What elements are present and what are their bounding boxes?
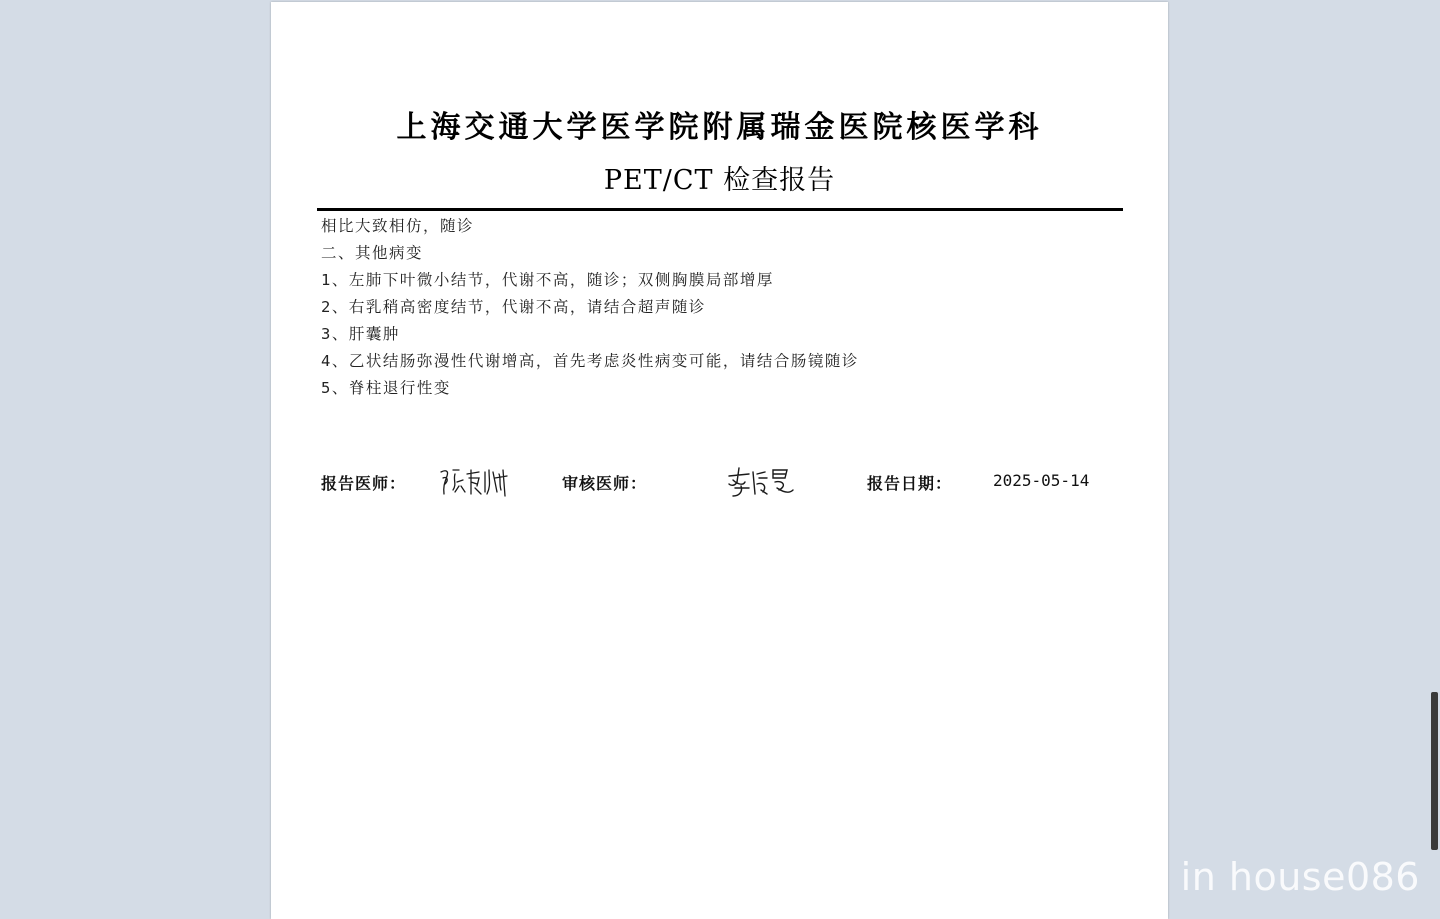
signature-row bbox=[271, 464, 1168, 504]
institution-title: 上海交通大学医学院附属瑞金医院核医学科 bbox=[396, 110, 1043, 145]
reporting-doctor-signature bbox=[437, 464, 517, 500]
header-divider bbox=[317, 208, 1123, 211]
finding-line: 3、肝囊肿 bbox=[321, 325, 400, 343]
report-date-value: 2025-05-14 bbox=[993, 471, 1090, 490]
reporting-doctor-label: 报告医师： bbox=[321, 474, 407, 493]
finding-line: 2、右乳稍高密度结节，代谢不高，请结合超声随诊 bbox=[321, 298, 706, 316]
finding-line: 二、其他病变 bbox=[321, 244, 424, 262]
findings-list bbox=[321, 213, 1101, 402]
reviewing-doctor-signature bbox=[723, 464, 803, 500]
report-date-label: 报告日期： bbox=[867, 474, 953, 493]
watermark-text: 小红书 in house086 bbox=[1052, 855, 1420, 899]
finding-line: 1、左肺下叶微小结节，代谢不高，随诊；双侧胸膜局部增厚 bbox=[321, 271, 774, 289]
finding-line: 5、脊柱退行性变 bbox=[321, 379, 451, 397]
finding-line: 相比大致相仿，随诊 bbox=[321, 217, 475, 235]
report-page bbox=[271, 2, 1168, 919]
finding-line: 4、乙状结肠弥漫性代谢增高，首先考虑炎性病变可能，请结合肠镜随诊 bbox=[321, 352, 859, 370]
report-title: PET/CT 检查报告 bbox=[603, 165, 836, 196]
reviewing-doctor-label: 审核医师： bbox=[562, 474, 648, 493]
vertical-scrollbar[interactable] bbox=[1428, 0, 1440, 919]
scrollbar-thumb[interactable] bbox=[1431, 692, 1438, 850]
